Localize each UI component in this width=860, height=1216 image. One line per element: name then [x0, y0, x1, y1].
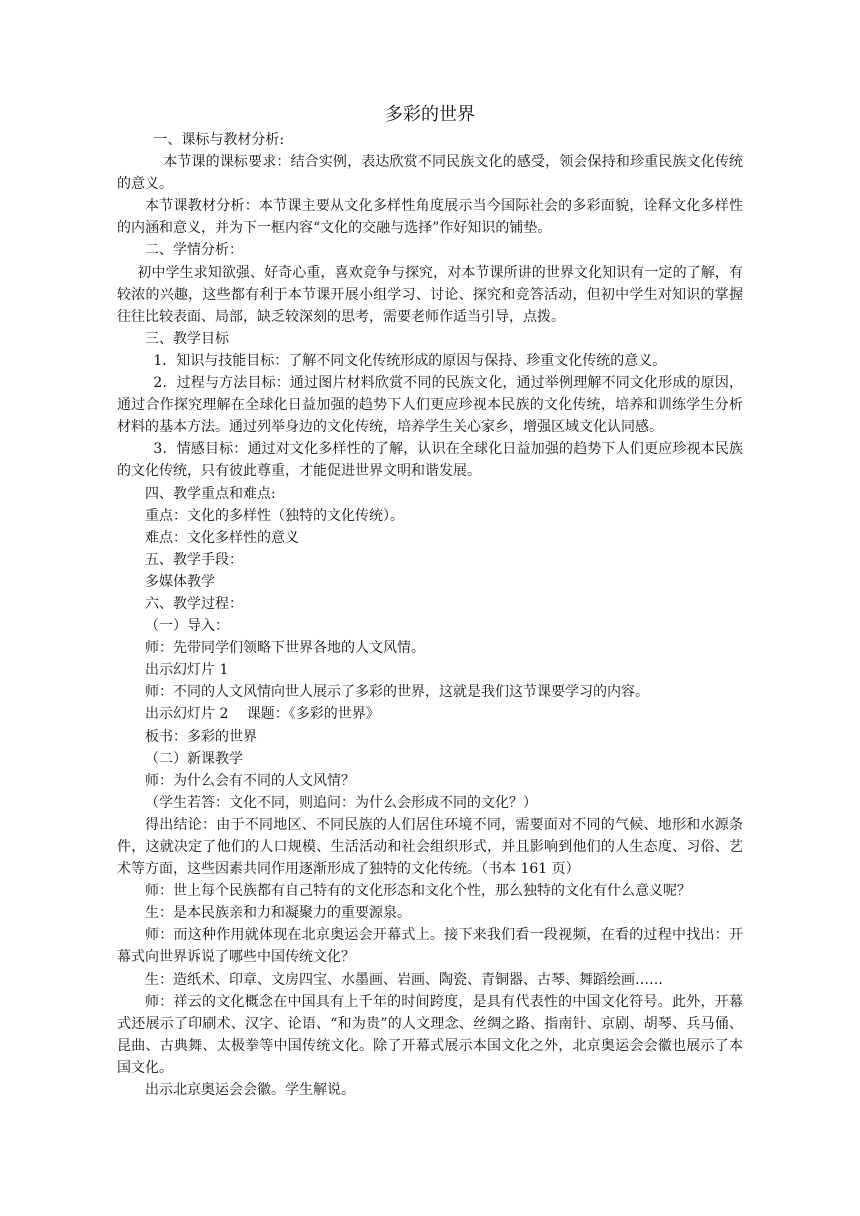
paragraph-student-answer: （学生若答：文化不同，则追问：为什么会形成不同的文化？） [145, 794, 537, 811]
section-heading-teaching-means: 五、教学手段： [145, 551, 243, 568]
document-page [117, 102, 743, 1101]
paragraph-textbook-analysis: 本节课教材分析：本节课主要从文化多样性角度展示当今国际社会的多彩面貌，诠释文化多样性的内涵和意义，并为下一框内容“文化的交融与选择”作好知识的铺垫。 [117, 198, 743, 237]
paragraph-slide-2: 出示幻灯片 2 课题：《多彩的世界》 [145, 706, 380, 723]
paragraph-teaching-means: 多媒体教学 [145, 573, 215, 590]
paragraph-objective-emotion: 3．情感目标：通过对文化多样性的了解，认识在全球化日益加强的趋势下人们更应珍视本民族的文化传统，只有彼此尊重，才能促进世界文明和谐发展。 [117, 441, 743, 480]
section-heading-curriculum: 一、课标与教材分析: [153, 132, 285, 148]
paragraph-learner-analysis: 初中学生求知欲强、好奇心重，喜欢竞争与探究，对本节课所讲的世界文化知识有一定的了解，有较浓的兴趣，这些都有利于本节课开展小组学习、讨论、探究和竞答活动，但初中学生对知识的掌握往往比较表面、局部，缺乏较深刻的思考，需要老师作适当引导，点拨。 [117, 264, 743, 325]
paragraph-teacher-meaning: 师：世上每个民族都有自己特有的文化形态和文化个性，那么独特的文化有什么意义呢？ [145, 883, 691, 900]
paragraph-difficult-point: 难点：文化多样性的意义 [145, 529, 299, 546]
section-heading-key-points: 四、教学重点和难点: [145, 485, 276, 502]
section-heading-objectives: 三、教学目标 [145, 330, 229, 347]
paragraph-objective-process: 2．过程与方法目标：通过图片材料欣赏不同的民族文化，通过举例理解不同文化形成的原因，通过合作探究理解在全球化日益加强的趋势下人们更应珍视本民族的文化传统，培养和训练学生分析材料的基本方法。通过列举身边的文化传统，培养学生关心家乡，增强区域文化认同感。 [117, 375, 743, 436]
paragraph-teacher-olympics: 师：而这种作用就体现在北京奥运会开幕式上。接下来我们看一段视频，在看的过程中找出：开幕式向世界诉说了哪些中国传统文化？ [117, 927, 743, 966]
document-title: 多彩的世界 [385, 104, 475, 125]
paragraph-teacher-topic: 师：不同的人文风情向世人展示了多彩的世界，这就是我们这节课要学习的内容。 [145, 684, 649, 701]
paragraph-student-list: 生：造纸术、印章、文房四宝、水墨画、岩画、陶瓷、青铜器、古琴、舞蹈绘画…… [145, 971, 663, 988]
subheading-new-lesson: （二）新课教学 [145, 750, 243, 767]
paragraph-emblem: 出示北京奥运会会徽。学生解说。 [145, 1082, 355, 1099]
paragraph-teacher-xiangyun: 师：祥云的文化概念在中国具有上千年的时间跨度，是具有代表性的中国文化符号。此外，开幕式还展示了印刷术、汉字、论语、“和为贵”的人文理念、丝绸之路、指南针、京剧、胡琴、兵马俑、昆曲、古典舞、太极拳等中国传统文化。除了开幕式展示本国文化之外，北京奥运会会徽也展示了本国文化。 [117, 993, 743, 1076]
paragraph-curriculum-requirement: 本节课的课标要求：结合实例，表达欣赏不同民族文化的感受，领会保持和珍重民族文化传统的意义。 [117, 154, 743, 193]
paragraph-blackboard: 板书：多彩的世界 [145, 728, 257, 745]
section-heading-learner-analysis: 二、学情分析： [145, 242, 243, 259]
subheading-introduction: （一）导入： [145, 618, 229, 635]
paragraph-key-point: 重点：文化的多样性（独特的文化传统）。 [145, 507, 404, 524]
section-heading-teaching-process: 六、教学过程： [145, 595, 243, 612]
paragraph-teacher-intro: 师：先带同学们领略下世界各地的人文风情。 [145, 640, 425, 657]
paragraph-objective-knowledge: 1．知识与技能目标：了解不同文化传统形成的原因与保持、珍重文化传统的意义。 [153, 352, 667, 369]
paragraph-slide-1: 出示幻灯片 1 [145, 662, 229, 679]
paragraph-conclusion: 得出结论：由于不同地区、不同民族的人们居住环境不同，需要面对不同的气候、地形和水源条件，这就决定了他们的人口规模、生活活动和社会组织形式，并且影响到他们的人生态度、习俗、艺术等方面，这些因素共同作用逐渐形成了独特的文化传统。（书本 161 页） [117, 816, 743, 878]
paragraph-teacher-question: 师：为什么会有不同的人文风情？ [145, 772, 355, 789]
paragraph-student-source: 生：是本民族亲和力和凝聚力的重要源泉。 [145, 905, 411, 922]
